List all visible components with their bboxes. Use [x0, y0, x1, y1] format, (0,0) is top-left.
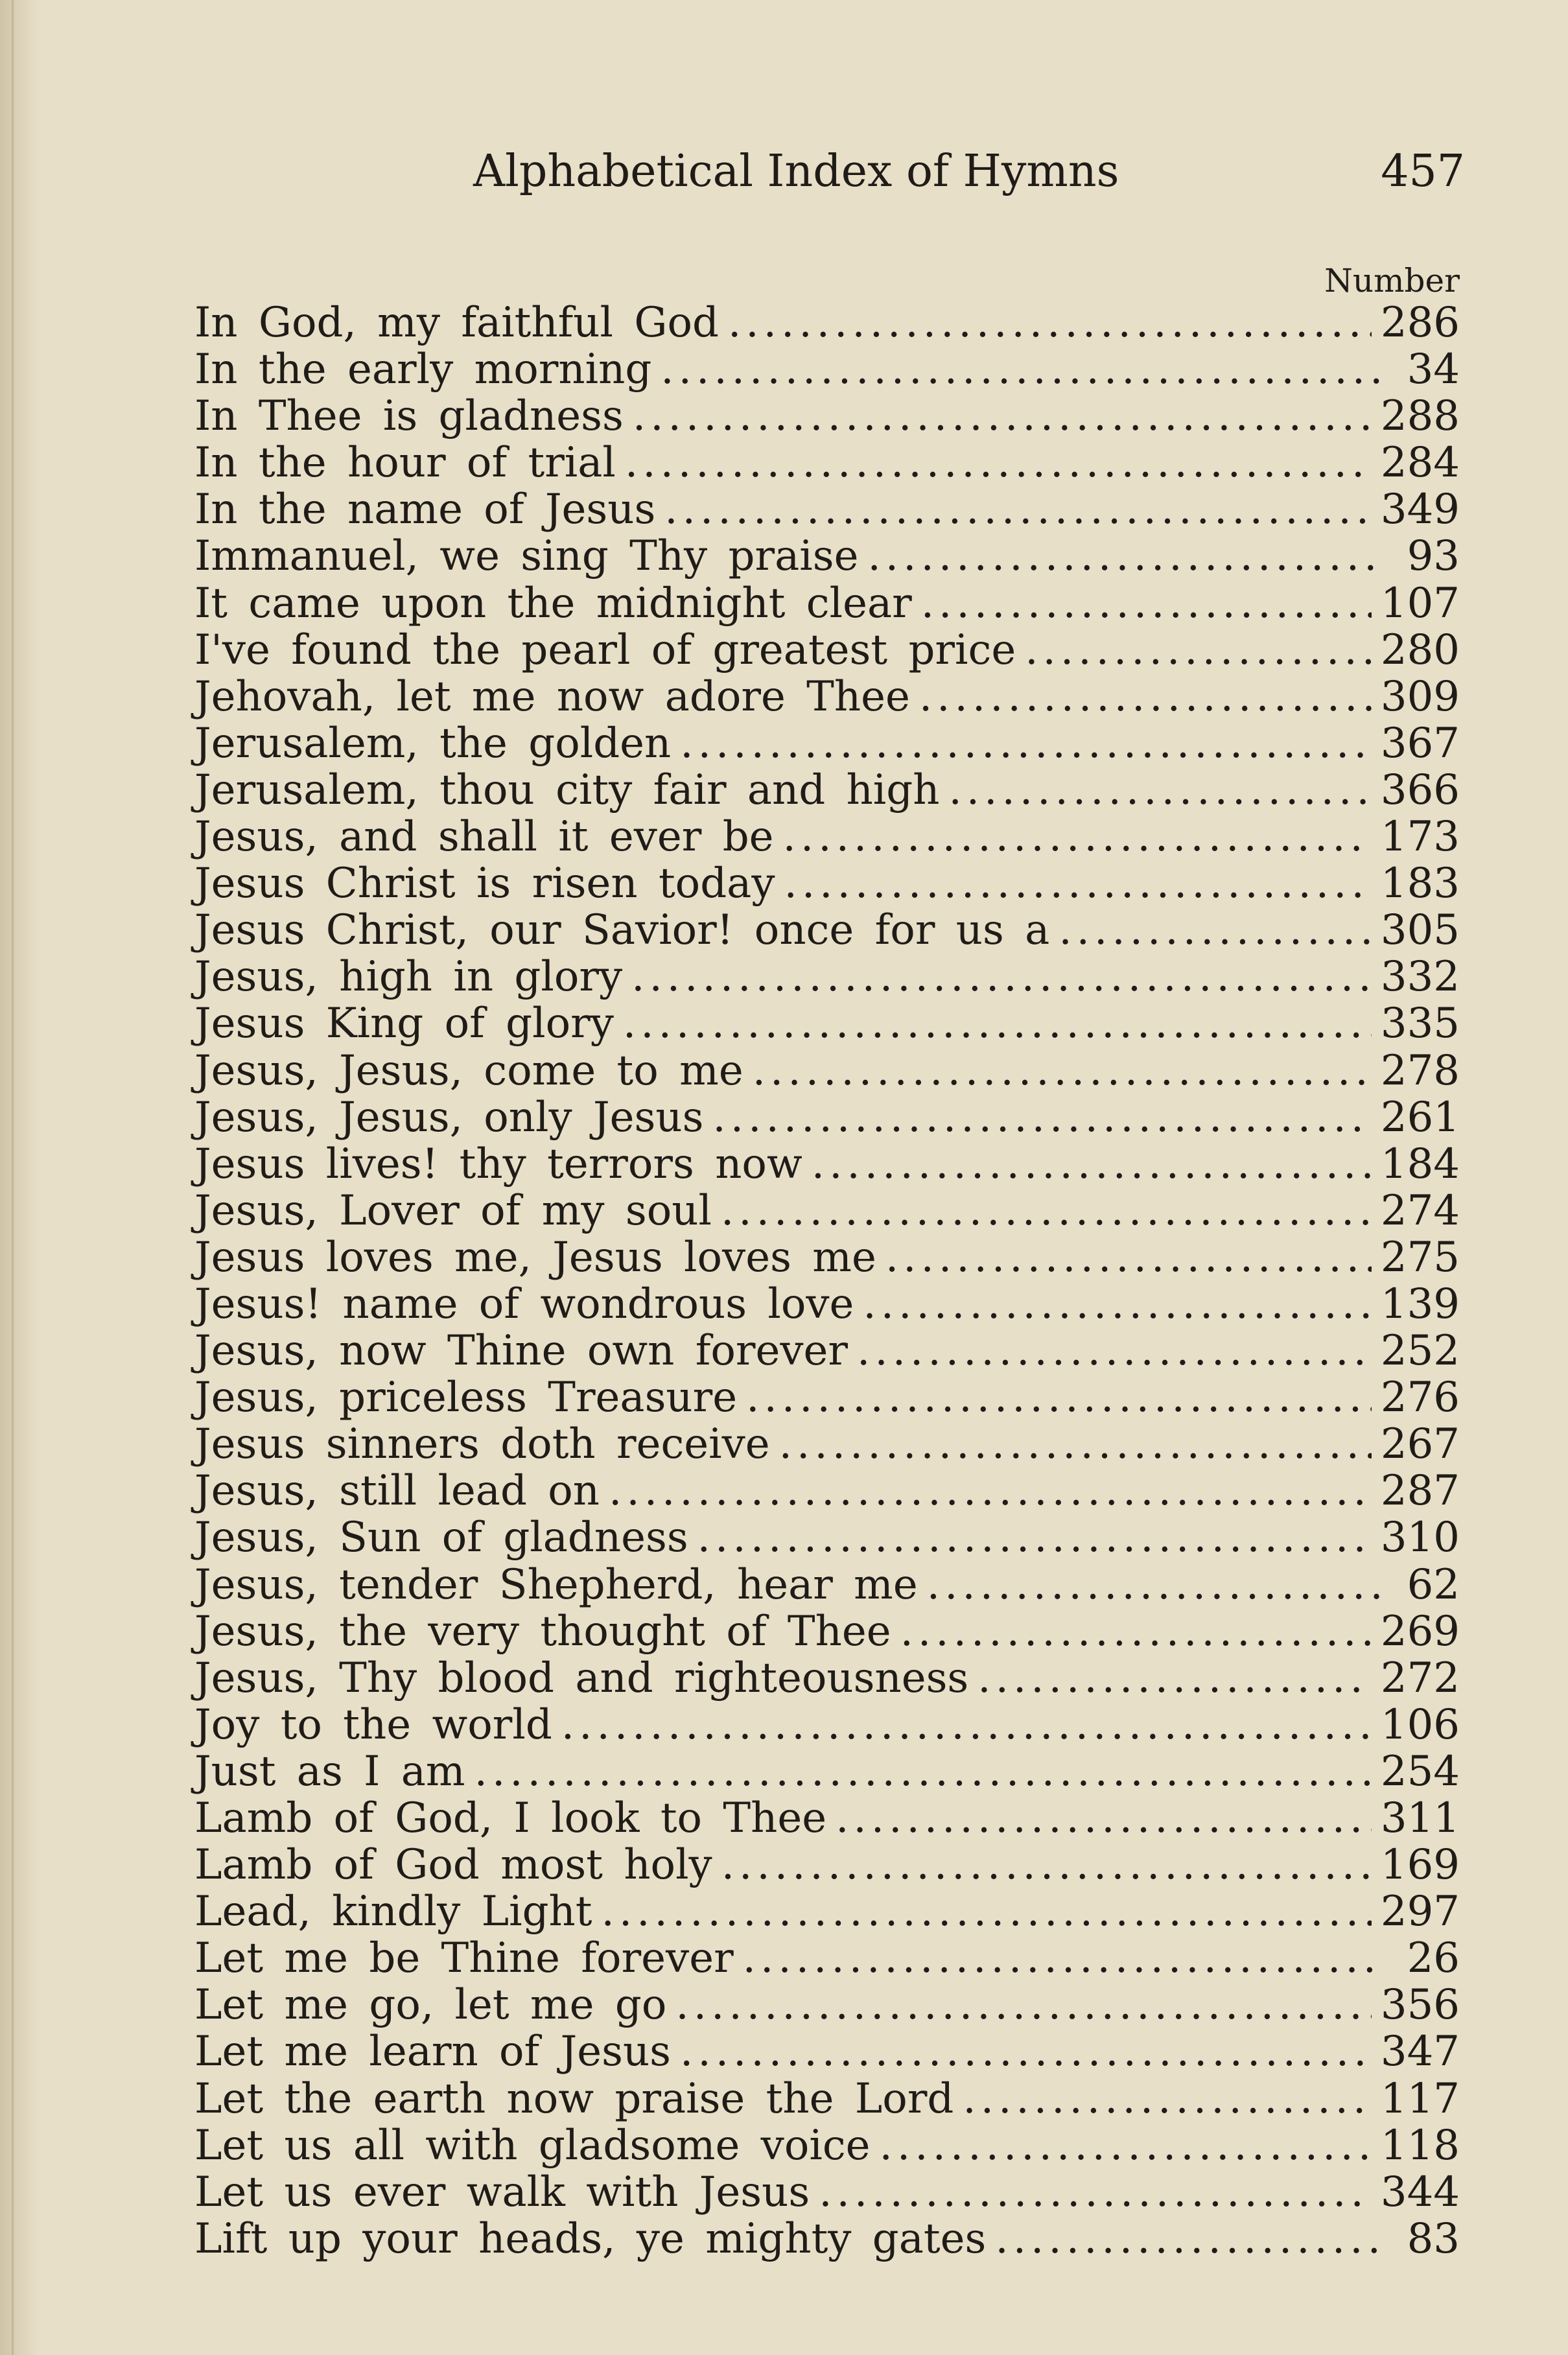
hymn-number: 344: [1380, 2168, 1460, 2216]
hymn-number: 106: [1380, 1700, 1460, 1749]
hymn-title: Jesus, high in glory: [194, 953, 623, 1002]
hymn-number: 261: [1380, 1093, 1460, 1142]
hymn-title: Let us all with gladsome voice: [194, 2121, 871, 2170]
hymn-title: Jesus sinners doth receive: [194, 1420, 770, 1469]
hymn-number: 62: [1407, 1560, 1460, 1609]
dot-leader: [633, 393, 1372, 439]
index-entry: [194, 1421, 1460, 1468]
index-entry: [194, 533, 1460, 580]
hymn-number: 254: [1380, 1747, 1460, 1796]
dot-leader: [880, 2122, 1372, 2169]
hymn-title: It came upon the midnight clear: [194, 579, 912, 627]
hymn-title: Let me go, let me go: [194, 1981, 667, 2030]
hymn-number: 272: [1380, 1654, 1460, 1702]
index-entry: [194, 1514, 1460, 1561]
hymn-number: 347: [1380, 2028, 1460, 2076]
index-entry: [194, 2169, 1460, 2216]
index-entry: [194, 2076, 1460, 2122]
dot-leader: [783, 814, 1372, 860]
hymn-number: 335: [1380, 1000, 1460, 1048]
index-entry: [194, 393, 1460, 439]
hymn-title: Jesus, the very thought of Thee: [194, 1607, 891, 1656]
dot-leader: [977, 1655, 1372, 1702]
hymn-number: 356: [1380, 1981, 1460, 2030]
hymn-title: Jesus, Lover of my soul: [194, 1186, 712, 1235]
hymn-number: 349: [1380, 486, 1460, 534]
hymn-number: 173: [1380, 813, 1460, 861]
index-entry: [194, 1281, 1460, 1328]
hymn-number: 139: [1380, 1280, 1460, 1328]
dot-leader: [675, 1982, 1372, 2028]
hymn-title: Lamb of God most holy: [194, 1841, 712, 1890]
hymn-title: Let us ever walk with Jesus: [194, 2168, 810, 2216]
hymn-title: In the name of Jesus: [194, 486, 656, 534]
hymn-title: Lamb of God, I look to Thee: [194, 1794, 827, 1842]
hymn-number: 183: [1380, 860, 1460, 908]
hymn-number: 34: [1407, 346, 1460, 394]
hymn-title: Jesus, still lead on: [194, 1467, 600, 1516]
index-entry: [194, 1094, 1460, 1141]
hymn-title: Jesus loves me, Jesus loves me: [194, 1233, 876, 1282]
dot-leader: [857, 1328, 1372, 1374]
dot-leader: [601, 1888, 1371, 1935]
index-entry: [194, 1702, 1460, 1748]
index-entry: [194, 814, 1460, 860]
hymn-number: 367: [1380, 719, 1460, 767]
dot-leader: [721, 1188, 1372, 1234]
dot-leader: [743, 1935, 1379, 1982]
hymn-title: Jesus King of glory: [194, 1000, 614, 1048]
number-column-label: Number: [1324, 262, 1460, 299]
dot-leader: [661, 346, 1379, 393]
dot-leader: [753, 1048, 1372, 1094]
hymn-title: Jerusalem, thou city fair and high: [194, 766, 940, 814]
hymn-number: 288: [1380, 392, 1460, 441]
hymn-title: Jesus, and shall it ever be: [194, 813, 774, 861]
hymn-title: Jerusalem, the golden: [194, 719, 672, 767]
index-entry: [194, 486, 1460, 533]
hymn-title: Immanuel, we sing Thy praise: [194, 532, 859, 581]
hymn-number: 275: [1380, 1233, 1460, 1282]
hymn-number: 280: [1380, 626, 1460, 674]
index-entry: [194, 2216, 1460, 2262]
hymn-number: 93: [1407, 532, 1460, 581]
dot-leader: [1059, 907, 1372, 954]
dot-leader: [867, 533, 1379, 580]
hymn-number: 297: [1380, 1888, 1460, 1936]
index-entry: [194, 907, 1460, 954]
index-entry: [194, 2028, 1460, 2075]
dot-leader: [746, 1374, 1372, 1421]
dot-leader: [900, 1608, 1372, 1655]
dot-leader: [561, 1702, 1372, 1748]
hymn-title: Just as I am: [194, 1747, 465, 1796]
page-gutter-shade: [0, 0, 39, 2355]
hymn-number: 278: [1380, 1046, 1460, 1095]
dot-leader: [927, 1562, 1379, 1608]
dot-leader: [836, 1795, 1372, 1842]
hymn-number: 276: [1380, 1374, 1460, 1422]
hymn-number: 309: [1380, 672, 1460, 721]
index-entry: [194, 627, 1460, 674]
dot-leader: [625, 439, 1372, 486]
index-entry: [194, 1795, 1460, 1842]
hymn-title: Jesus, Sun of gladness: [194, 1514, 688, 1562]
hymn-number: 26: [1407, 1934, 1460, 1983]
dot-leader: [680, 720, 1372, 767]
index-entry: [194, 860, 1460, 907]
dot-leader: [812, 1141, 1372, 1188]
dot-leader: [712, 1094, 1371, 1141]
hymn-title: In the early morning: [194, 346, 652, 394]
hymn-number: 118: [1380, 2121, 1460, 2170]
hymn-title: Let me learn of Jesus: [194, 2028, 671, 2076]
dot-leader: [664, 486, 1372, 533]
hymn-title: Jesus! name of wondrous love: [194, 1280, 854, 1328]
hymn-title: In God, my faithful God: [194, 299, 719, 347]
hymn-number: 252: [1380, 1327, 1460, 1376]
hymn-number: 117: [1380, 2074, 1460, 2123]
index-entry: [194, 1048, 1460, 1094]
index-entry: [194, 439, 1460, 486]
index-entry: [194, 1188, 1460, 1234]
index-entry: [194, 1655, 1460, 1702]
hymn-title: Let the earth now praise the Lord: [194, 2074, 954, 2123]
hymn-number: 287: [1380, 1467, 1460, 1516]
hymn-title: Jesus Christ is risen today: [194, 860, 775, 908]
dot-leader: [995, 2216, 1379, 2262]
dot-leader: [680, 2028, 1372, 2075]
index-entry: [194, 1935, 1460, 1982]
hymn-title: In the hour of trial: [194, 439, 616, 487]
hymn-title: Jesus, Jesus, come to me: [194, 1046, 743, 1095]
hymn-title: I've found the pearl of greatest price: [194, 626, 1016, 674]
index-entry: [194, 720, 1460, 767]
hymn-title: Jesus lives! thy terrors now: [194, 1140, 802, 1188]
dot-leader: [697, 1514, 1372, 1561]
index-entry: [194, 1328, 1460, 1374]
hymn-number: 83: [1407, 2214, 1460, 2263]
hymn-title: Let me be Thine forever: [194, 1934, 734, 1983]
index-entry: [194, 1374, 1460, 1421]
dot-leader: [885, 1234, 1372, 1281]
hymn-title: Joy to the world: [194, 1700, 552, 1749]
page-number: 457: [1381, 146, 1465, 197]
hymn-number: 366: [1380, 766, 1460, 814]
dot-leader: [948, 767, 1371, 814]
dot-leader: [1025, 627, 1372, 674]
page-edge-line: [12, 0, 14, 2355]
page-title: Alphabetical Index of Hymns: [473, 146, 1119, 197]
hymn-title: Jesus, Jesus, only Jesus: [194, 1093, 704, 1142]
dot-leader: [921, 580, 1372, 627]
hymn-index-list: [194, 299, 1460, 2262]
hymn-title: Jesus, tender Shepherd, hear me: [194, 1560, 918, 1609]
index-entry: [194, 1562, 1460, 1608]
hymn-title: Jesus, priceless Treasure: [194, 1374, 738, 1422]
hymn-title: Jehovah, let me now adore Thee: [194, 672, 910, 721]
index-entry: [194, 1608, 1460, 1655]
hymn-number: 311: [1380, 1794, 1460, 1842]
hymn-number: 267: [1380, 1420, 1460, 1469]
hymn-number: 269: [1380, 1607, 1460, 1656]
hymn-number: 107: [1380, 579, 1460, 627]
index-entry: [194, 1141, 1460, 1188]
hymn-number: 184: [1380, 1140, 1460, 1188]
dot-leader: [863, 1281, 1371, 1328]
dot-leader: [963, 2076, 1371, 2122]
hymn-title: Jesus, Thy blood and righteousness: [194, 1654, 969, 1702]
hymn-number: 332: [1380, 953, 1460, 1002]
index-entry: [194, 1982, 1460, 2028]
dot-leader: [609, 1468, 1372, 1514]
index-entry: [194, 954, 1460, 1000]
index-entry: [194, 299, 1460, 346]
hymn-number: 310: [1380, 1514, 1460, 1562]
hymn-title: In Thee is gladness: [194, 392, 624, 441]
dot-leader: [819, 2169, 1372, 2216]
dot-leader: [919, 674, 1372, 720]
index-entry: [194, 1234, 1460, 1281]
dot-leader: [784, 860, 1371, 907]
page-header: [194, 136, 1465, 207]
dot-leader: [623, 1000, 1372, 1047]
dot-leader: [474, 1748, 1372, 1795]
index-entry: [194, 1468, 1460, 1514]
hymn-number: 286: [1380, 299, 1460, 347]
hymn-title: Jesus, now Thine own forever: [194, 1327, 848, 1376]
index-entry: [194, 1888, 1460, 1935]
index-entry: [194, 346, 1460, 393]
dot-leader: [721, 1842, 1372, 1888]
dot-leader: [779, 1421, 1372, 1468]
index-entry: [194, 1748, 1460, 1795]
index-entry: [194, 674, 1460, 720]
dot-leader: [631, 954, 1372, 1000]
index-entry: [194, 1000, 1460, 1047]
hymn-number: 274: [1380, 1186, 1460, 1235]
index-entry: [194, 580, 1460, 627]
hymn-title: Lead, kindly Light: [194, 1888, 592, 1936]
hymn-title: Lift up your heads, ye mighty gates: [194, 2214, 987, 2263]
hymn-number: 169: [1380, 1841, 1460, 1890]
hymn-title: Jesus Christ, our Savior! once for us a: [194, 906, 1050, 955]
index-entry: [194, 2122, 1460, 2169]
index-entry: [194, 767, 1460, 814]
hymn-number: 305: [1380, 906, 1460, 955]
dot-leader: [728, 299, 1372, 346]
index-entry: [194, 1842, 1460, 1888]
hymn-number: 284: [1380, 439, 1460, 487]
